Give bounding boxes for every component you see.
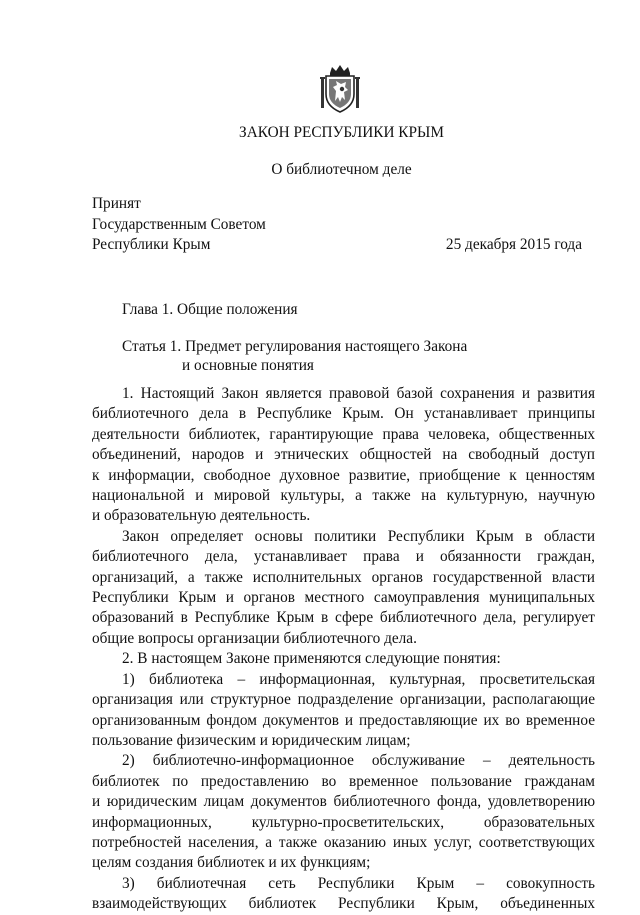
paragraph-line: организаций, а также исполнительных органов государственной власти bbox=[92, 568, 595, 586]
paragraph-line: пользование физическим и юридическим лицам; bbox=[92, 731, 411, 749]
paragraph-line: потребностей населения, а также оказанию иных услуг, соответствующих bbox=[92, 833, 595, 851]
paragraph-line: организация или структурное подразделение организации, располагающие bbox=[92, 691, 595, 709]
paragraph bbox=[92, 751, 595, 873]
paragraph bbox=[92, 384, 595, 527]
paragraph-line: национальной и мировой культуры, а также на культурную, научную bbox=[92, 487, 595, 505]
paragraph-line: и образовательную деятельность. bbox=[92, 507, 311, 525]
paragraph-line: взаимодействующих библиотек Республики Крым, объединенных bbox=[92, 895, 595, 913]
adoption-block bbox=[92, 194, 266, 256]
paragraph-line: образований в Республике Крым в сфере библиотечного дела, регулирует bbox=[92, 609, 595, 627]
paragraph bbox=[92, 649, 595, 669]
article-heading bbox=[122, 337, 467, 375]
paragraph-line: 2. В настоящем Законе применяются следующие понятия: bbox=[122, 650, 501, 668]
adoption-line: Государственным Советом bbox=[92, 215, 266, 233]
paragraph-line: 1. Настоящий Закон является правовой базой сохранения и развития bbox=[122, 385, 595, 402]
paragraph-line: библиотечного дела, устанавливает права и обязанности граждан, bbox=[92, 548, 595, 566]
paragraph-line: информационных, культурно-просветительских, образовательных bbox=[92, 813, 595, 831]
article-body bbox=[92, 384, 595, 915]
paragraph-line: организованным фондом документов и предоставляющие их во временное bbox=[92, 711, 595, 729]
paragraph-line: 1) библиотека – информационная, культурная, просветительская bbox=[122, 670, 595, 688]
article-heading-line: Статья 1. Предмет регулирования настоящего Закона bbox=[122, 338, 468, 355]
paragraph-line: библиотек по предоставлению во временное пользование гражданам bbox=[92, 772, 595, 790]
paragraph bbox=[92, 527, 595, 649]
paragraph-line: 2) библиотечно-информационное обслуживание – деятельность bbox=[122, 752, 595, 770]
law-subtitle: О библиотечном деле bbox=[271, 161, 412, 178]
paragraph-line: 3) библиотечная сеть Республики Крым – совокупность bbox=[122, 874, 595, 892]
paragraph bbox=[92, 670, 595, 752]
paragraph-line: целям создания библиотек и их функциям; bbox=[92, 854, 371, 872]
paragraph bbox=[92, 874, 595, 915]
paragraph-line: Республики Крым и органов местного самоуправления муниципальных bbox=[92, 589, 595, 607]
article-heading-line: и основные понятия bbox=[182, 357, 314, 374]
paragraph-line: и юридическим лицам документов библиотечного фонда, удовлетворению bbox=[92, 793, 595, 811]
chapter-heading: Глава 1. Общие положения bbox=[122, 301, 298, 318]
paragraph-line: общие вопросы организации библиотечного дела. bbox=[92, 629, 417, 647]
paragraph-line: к информации, свободное духовное развитие, приобщение к ценностям bbox=[92, 466, 595, 484]
law-title: ЗАКОН РЕСПУБЛИКИ КРЫМ bbox=[239, 124, 444, 141]
paragraph-line: Закон определяет основы политики Республики Крым в области bbox=[122, 527, 595, 545]
paragraph-line: объединений, народов и этнических общностей на свободный доступ bbox=[92, 446, 595, 464]
adoption-date: 25 декабря 2015 года bbox=[445, 236, 582, 253]
paragraph-line: библиотечного дела в Республике Крым. Он устанавливает принципы bbox=[92, 405, 595, 423]
paragraph-line: деятельности библиотек, гарантирующие права человека, общественных bbox=[92, 425, 595, 443]
adoption-line: Республики Крым bbox=[92, 236, 211, 253]
crimea-coat-of-arms-icon bbox=[318, 64, 362, 114]
adoption-line: Принят bbox=[92, 195, 141, 212]
